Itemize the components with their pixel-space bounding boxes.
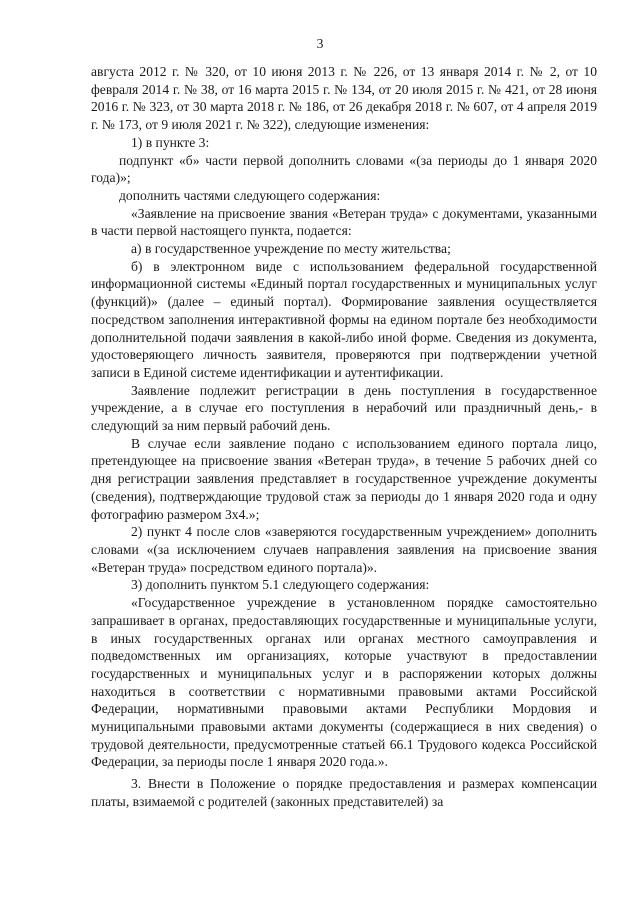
paragraph-application: «Заявление на присвоение звания «Ветеран труда» с документами, указанными в части первой настоящего пункта, подается: [91, 205, 597, 239]
paragraph-registration: Заявление подлежит регистрации в день поступления в государственное учреждение, а в случае его поступления в нерабочий или праздничный день,- в следующий за ним первый рабочий день. [91, 382, 597, 434]
paragraph-add-parts: дополнить частями следующего содержания: [119, 187, 381, 203]
paragraph-amendment-list: августа 2012 г. № 320, от 10 июня 2013 г. № 226, от 13 января 2014 г. № 2, от 10 февраля 2014 г. № 38, от 16 марта 2015 г. № 134, от 20 июля 2015 г. № 421, от 28 июня 2016 г. № 323, от 30 марта 2018 г. № 186, от 26 декабря 2018 г. № 607, от 4 апреля 2019 г. № 173, от 9 июля 2021 г. № 322), следующие изменения: [91, 64, 597, 133]
paragraph-option-a: а) в государственное учреждение по месту жительства; [131, 241, 451, 257]
paragraph-option-b: б) в электронном виде с использованием федеральной государственной информационной системы «Единый портал государственных и муниципальных услуг (функций)» (далее – единый портал). Формирование заявления осуществляется посредством заполнения интерактивной формы на едином портале без необходимости дополнительной подачи заявления в какой-либо иной форме. Сведения из документа, удостоверяющего личность заявителя, проверяются при подтверждении учетной записи в Единой системе идентификации и аутентификации. [91, 258, 597, 380]
page-number: 3 [316, 36, 324, 51]
paragraph-item-3: 3) дополнить пунктом 5.1 следующего содержания: [131, 577, 430, 593]
document-body [91, 63, 597, 811]
paragraph-portal-case: В случае если заявление подано с использованием единого портала лицо, претендующее на присвоение звания «Ветеран труда», в течение 5 рабочих дней со дня регистрации заявления представляет в государственное учреждение документы (сведения), подтверждающие трудовой стаж за периоды до 1 января 2020 года и одну фотографию размером 3х4.»; [91, 435, 597, 522]
paragraph-item-1: 1) в пункте 3: [131, 134, 210, 150]
paragraph-state-institution: «Государственное учреждение в установленном порядке самостоятельно запрашивает в органах, предоставляющих государственные и муниципальные услуги, в иных государственных органах или органах местного самоуправления и подведомственных им организациях, которые участвуют в предоставлении государственных и муниципальных услуг и в распоряжении которых должны находиться в соответствии с нормативными правовыми актами Российской Федерации, нормативными правовыми актами Республики Мордовия и муниципальными правовыми актами документы (содержащиеся в них сведения) о трудовой деятельности, предусмотренные статьей 66.1 Трудового кодекса Российской Федерации, за периоды после 1 января 2020 года.». [91, 595, 597, 770]
paragraph-item-2: 2) пункт 4 после слов «заверяются государственным учреждением» дополнить словами «(за исключением случаев направления заявления на присвоение звания «Ветеран труда» посредством единого портала)». [91, 524, 597, 575]
paragraph-section-3: 3. Внести в Положение о порядке предоставления и размерах компенсации платы, взимаемой с родителей (законных представителей) за [91, 776, 597, 809]
paragraph-subitem-b: подпункт «б» части первой дополнить словами «(за периоды до 1 января 2020 года)»; [91, 152, 597, 186]
